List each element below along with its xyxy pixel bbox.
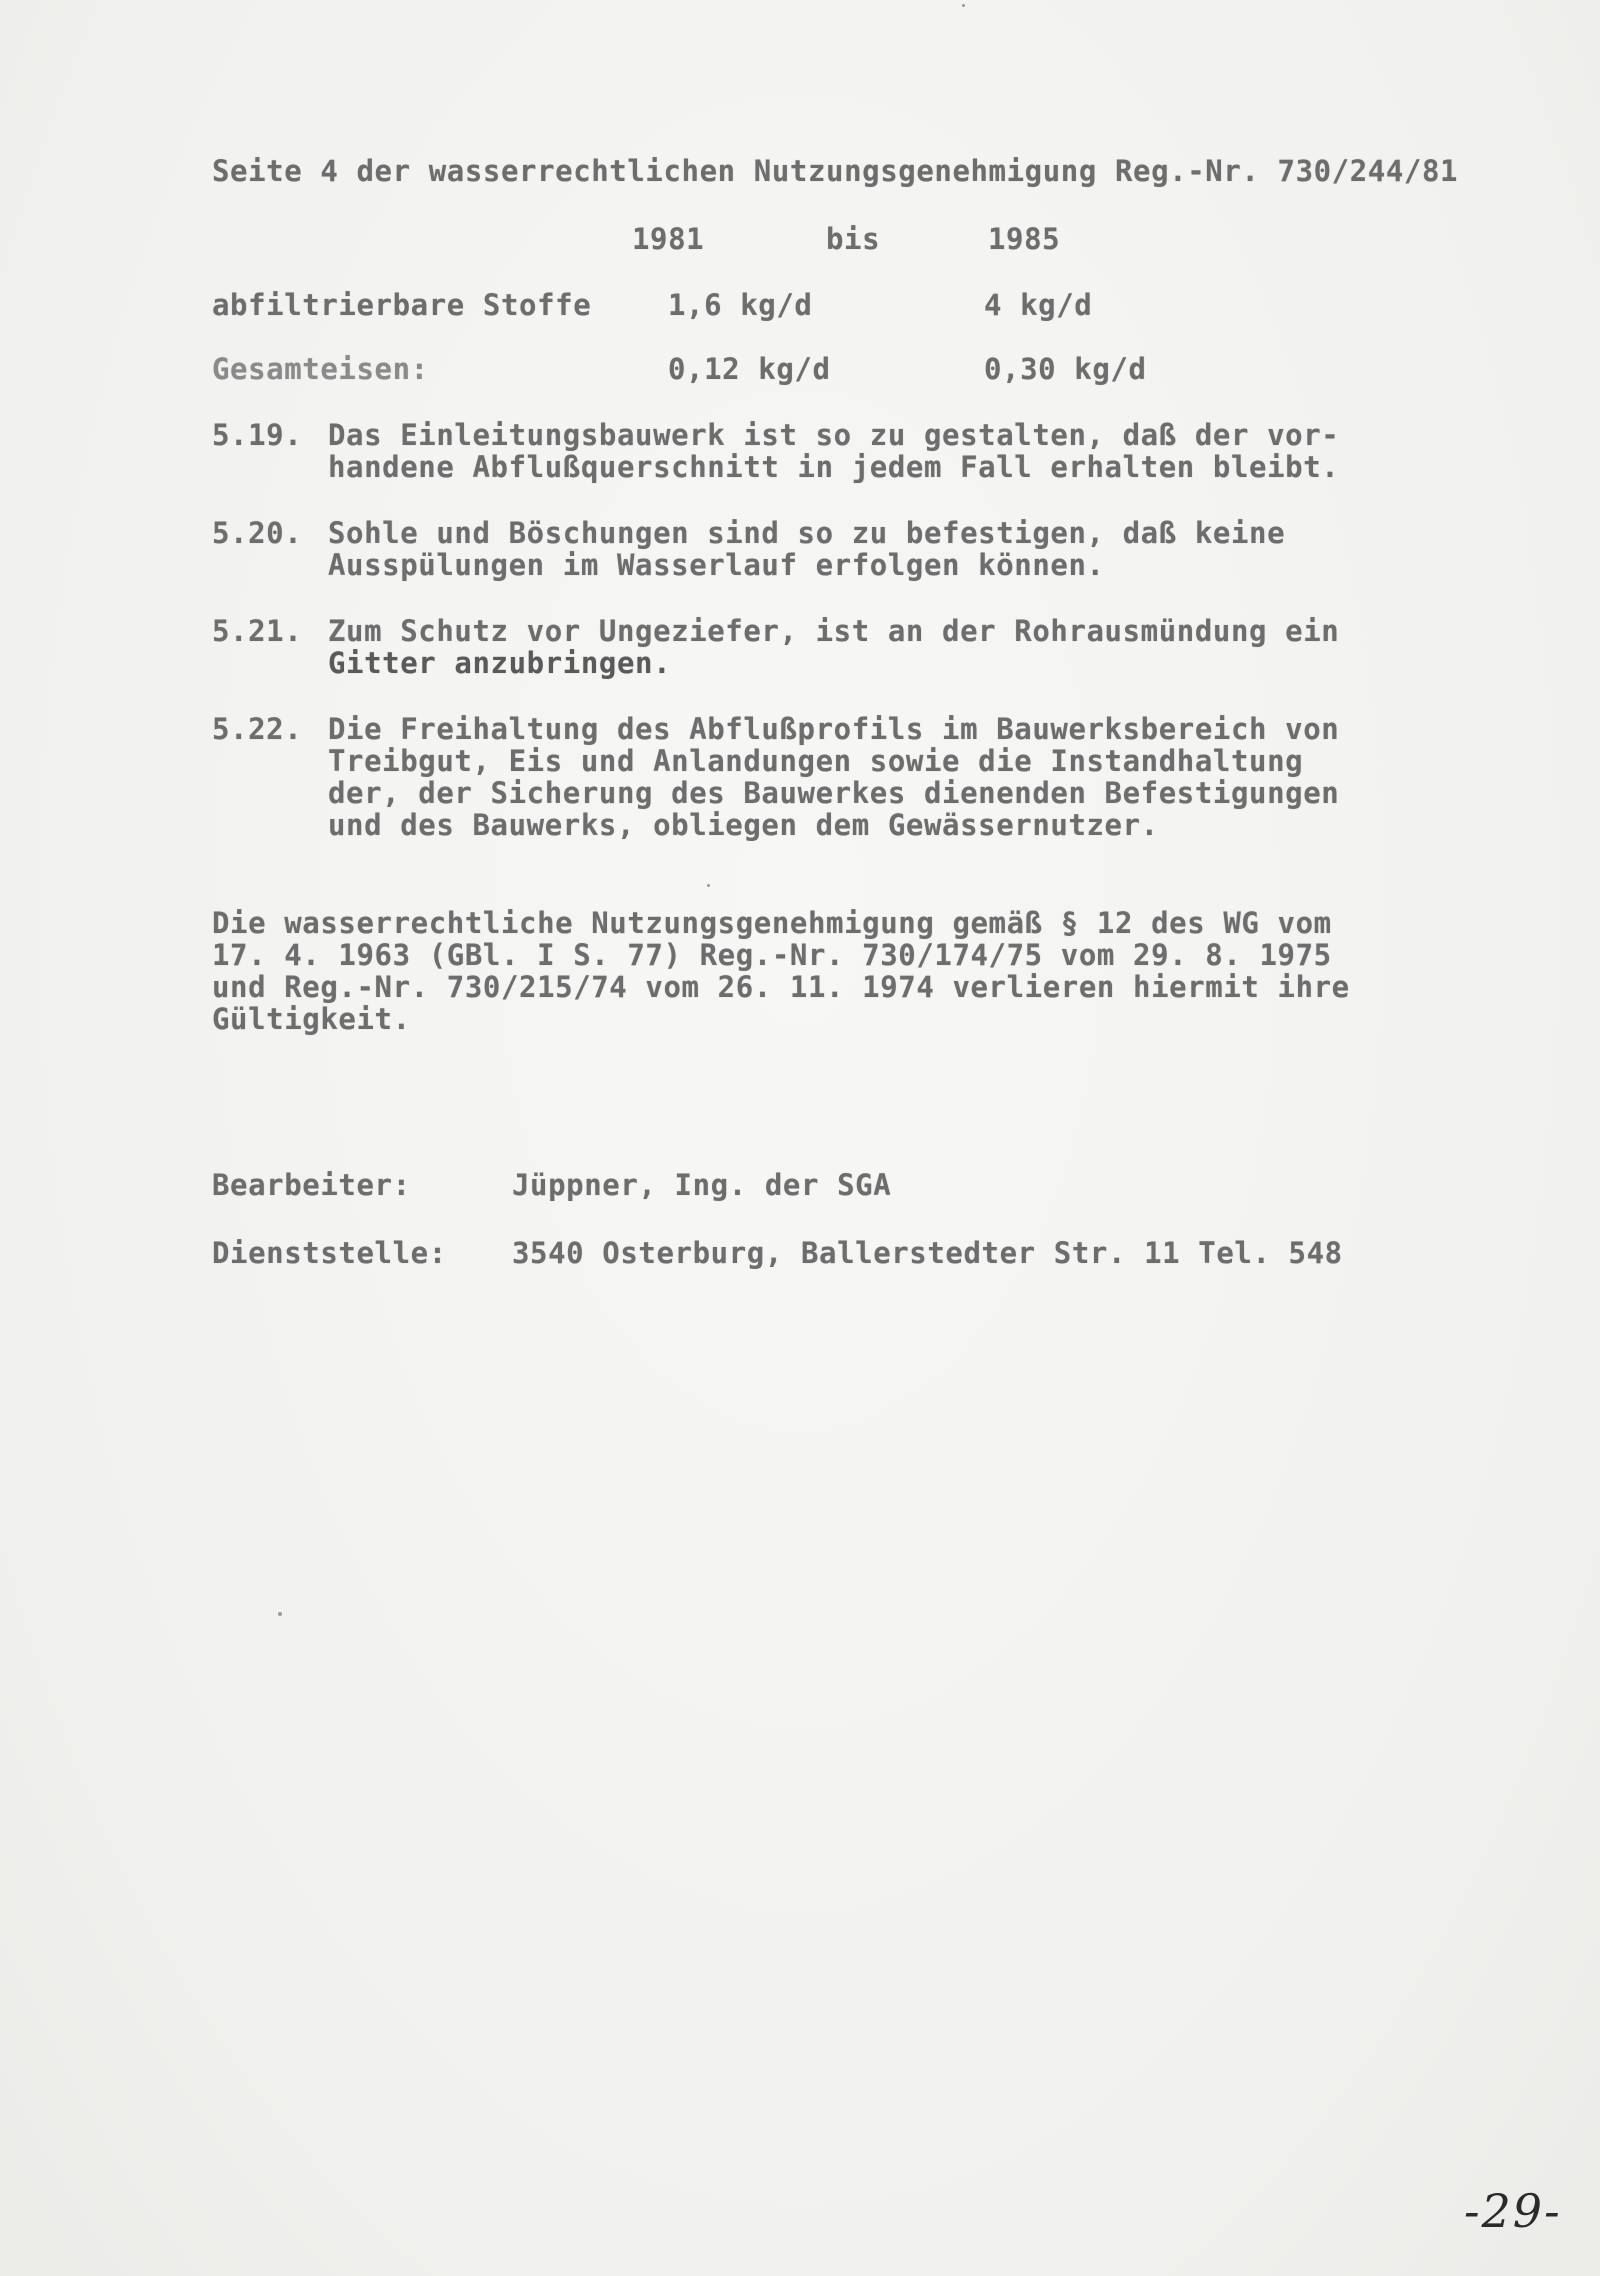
- closing-line: und Reg.-Nr. 730/215/74 vom 26. 11. 1974 verlieren hiermit ihre: [212, 970, 1350, 1004]
- item-number: 5.22.: [212, 712, 303, 746]
- dienststelle-value: 3540 Osterburg, Ballerstedter Str. 11 Tel. 548: [512, 1236, 1343, 1270]
- dienststelle-label: Dienststelle:: [212, 1236, 447, 1270]
- year-separator: bis: [826, 222, 881, 256]
- item-text-line: Die Freihaltung des Abflußprofils im Bauwerksbereich von: [328, 712, 1340, 746]
- item-text-line: handene Abflußquerschnitt in jedem Fall erhalten bleibt.: [328, 450, 1340, 484]
- item-text-line: der, der Sicherung des Bauwerkes dienenden Befestigungen: [328, 776, 1340, 810]
- scan-speck: [278, 1612, 282, 1616]
- item-text-line: Gitter anzubringen.: [328, 646, 672, 680]
- item-number: 5.20.: [212, 516, 303, 550]
- item-text-line: Treibgut, Eis und Anlandungen sowie die Instandhaltung: [328, 744, 1304, 778]
- row-label: abfiltrierbare Stoffe: [212, 288, 592, 322]
- bearbeiter-value: Jüppner, Ing. der SGA: [512, 1168, 892, 1202]
- row-value-1981: 1,6 kg/d: [668, 288, 813, 322]
- bearbeiter-label: Bearbeiter:: [212, 1168, 411, 1202]
- year-from: 1981: [632, 222, 705, 256]
- item-number: 5.19.: [212, 418, 303, 452]
- closing-line: Die wasserrechtliche Nutzungsgenehmigung gemäß § 12 des WG vom: [212, 906, 1332, 940]
- item-number: 5.21.: [212, 614, 303, 648]
- item-text-line: Sohle und Böschungen sind so zu befestigen, daß keine: [328, 516, 1286, 550]
- row-label: Gesamteisen:: [212, 352, 429, 386]
- item-text-line: Ausspülungen im Wasserlauf erfolgen können.: [328, 548, 1105, 582]
- row-value-1985: 0,30 kg/d: [984, 352, 1147, 386]
- handwritten-page-number: -29-: [1464, 2184, 1562, 2238]
- page-header: Seite 4 der wasserrechtlichen Nutzungsgenehmigung Reg.-Nr. 730/244/81: [212, 154, 1459, 188]
- year-to: 1985: [988, 222, 1061, 256]
- item-text-line: Das Einleitungsbauwerk ist so zu gestalten, daß der vor-: [328, 418, 1340, 452]
- scan-speck: [707, 884, 710, 887]
- row-value-1981: 0,12 kg/d: [668, 352, 831, 386]
- closing-line: Gültigkeit.: [212, 1002, 411, 1036]
- scan-speck: [962, 4, 965, 7]
- item-text-line: Zum Schutz vor Ungeziefer, ist an der Rohrausmündung ein: [328, 614, 1340, 648]
- row-value-1985: 4 kg/d: [984, 288, 1093, 322]
- closing-line: 17. 4. 1963 (GBl. I S. 77) Reg.-Nr. 730/174/75 vom 29. 8. 1975: [212, 938, 1332, 972]
- item-text-line: und des Bauwerks, obliegen dem Gewässernutzer.: [328, 808, 1159, 842]
